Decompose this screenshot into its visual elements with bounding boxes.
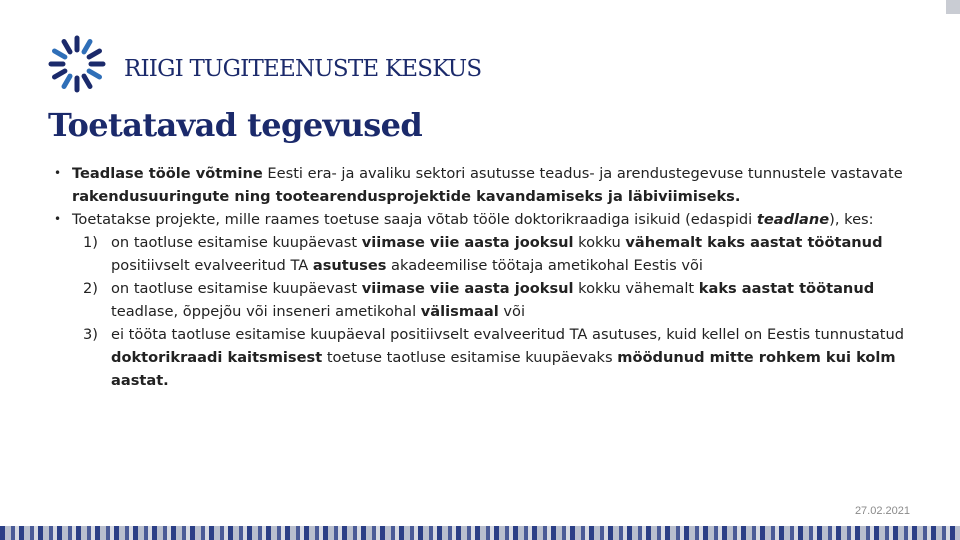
- logo-dash: [64, 76, 70, 86]
- bold-text: viimase viie aasta jooksul: [361, 280, 574, 297]
- text: Eesti era- ja avaliku sektori asutusse teadus- ja arendustegevuse tunnustele vastavate: [262, 165, 903, 182]
- rtk-logo-icon: [46, 34, 116, 94]
- bold-text: välismaal: [420, 303, 499, 320]
- logo-dash: [89, 51, 99, 57]
- bold-text: rakendusuuringute ning tootearendusprojektide kavandamiseks ja läbiviimiseks.: [72, 188, 741, 205]
- numbered-item: [48, 231, 928, 277]
- brand-name: RIIGI TUGITEENUSTE KESKUS: [124, 56, 482, 82]
- logo-dash: [64, 42, 70, 52]
- text: kokku vähemalt: [573, 280, 699, 297]
- text: teadlase, õppejõu või inseneri ametikohal: [111, 303, 421, 320]
- corner-decoration: [946, 0, 960, 14]
- slide-date: 27.02.2021: [854, 505, 910, 517]
- text: ei tööta taotluse esitamise kuupäeval positiivselt evalveeritud TA asutuses, kuid kellel on Eestis tunnustatud: [111, 326, 904, 343]
- text: Toetatakse projekte, mille raames toetuse saaja võtab tööle doktorikraadiga isikuid (edaspidi: [72, 211, 757, 228]
- bold-text: vähemalt kaks aastat töötanud: [625, 234, 883, 251]
- bullet-dot: •: [54, 212, 62, 226]
- bold-text: möödunud mitte rohkem kui kolm aastat.: [111, 349, 896, 389]
- bold-text: Teadlase tööle võtmine: [72, 165, 263, 182]
- bold-italic-text: teadlane: [756, 211, 830, 228]
- bullet-dot: •: [54, 166, 62, 180]
- numbered-item: [48, 277, 928, 323]
- logo-dash: [84, 76, 90, 86]
- footer-stripe: [0, 526, 960, 540]
- bold-text: kaks aastat töötanud: [698, 280, 875, 297]
- logo-marks: [51, 38, 103, 90]
- bullet-item: [48, 208, 928, 231]
- logo-dash: [84, 42, 90, 52]
- item-number: 3): [83, 326, 98, 343]
- text: ), kes:: [829, 211, 874, 228]
- logo-dash: [55, 71, 65, 77]
- text: või: [498, 303, 526, 320]
- text: on taotluse esitamise kuupäevast: [111, 234, 362, 251]
- item-number: 1): [83, 234, 98, 251]
- numbered-item: [48, 323, 928, 392]
- item-number: 2): [83, 280, 98, 297]
- text: positiivselt evalveeritud TA: [111, 257, 313, 274]
- bold-text: asutuses: [312, 257, 387, 274]
- bold-text: viimase viie aasta jooksul: [361, 234, 574, 251]
- bullet-item: [48, 162, 928, 208]
- logo-dash: [89, 71, 99, 77]
- text: toetuse taotluse esitamise kuupäevaks: [322, 349, 618, 366]
- logo-dash: [55, 51, 65, 57]
- bold-text: doktorikraadi kaitsmisest: [111, 349, 323, 366]
- text: kokku: [573, 234, 626, 251]
- slide-content: [48, 162, 928, 392]
- page-title: Toetatavad tegevused: [48, 106, 423, 144]
- text: akadeemilise töötaja ametikohal Eestis või: [386, 257, 703, 274]
- text: on taotluse esitamise kuupäevast: [111, 280, 362, 297]
